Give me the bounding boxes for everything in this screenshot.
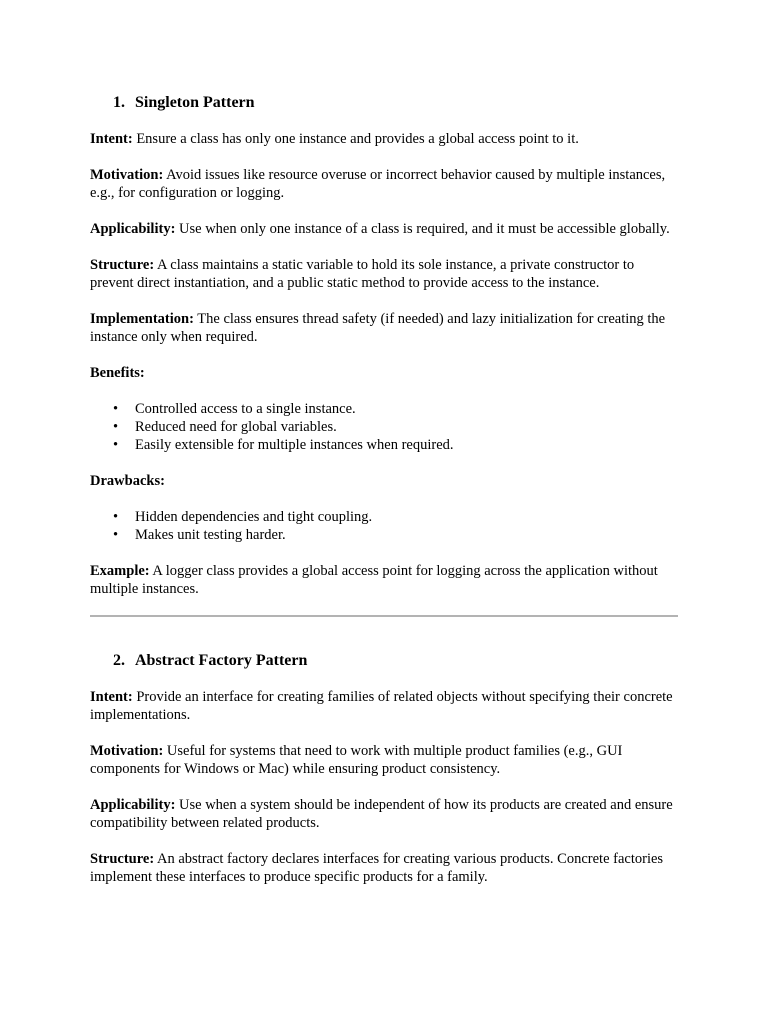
section-2-motivation <box>90 742 678 778</box>
section-1-example <box>90 562 678 598</box>
section-2-applicability <box>90 796 678 832</box>
structure-text: A class maintains a static variable to hold its sole instance, a private constructor to prevent direct instantiation, and a public static method to provide access to the instance. <box>90 257 635 291</box>
section-1-applicability <box>90 220 678 238</box>
section-1-intent <box>90 130 678 148</box>
section-1-structure <box>90 256 678 292</box>
benefits-label: Benefits: <box>90 365 145 381</box>
list-item: • Controlled access to a single instance. <box>135 400 678 418</box>
applicability-text: Use when a system should be independent of how its products are created and ensure compatibility between related products. <box>90 797 673 831</box>
section-1-benefits-heading <box>90 364 678 382</box>
applicability-label: Applicability: <box>90 221 176 237</box>
drawbacks-label: Drawbacks: <box>90 473 165 489</box>
implementation-text: The class ensures thread safety (if needed) and lazy initialization for creating the instance only when required. <box>90 311 666 345</box>
section-1-title: Singleton Pattern <box>135 94 255 111</box>
structure-label: Structure: <box>90 851 155 867</box>
motivation-text: Avoid issues like resource overuse or incorrect behavior caused by multiple instances, e.g., for configuration or logging. <box>90 167 666 201</box>
drawbacks-list <box>90 508 678 544</box>
section-2-intent <box>90 688 678 724</box>
implementation-label: Implementation: <box>90 311 194 327</box>
section-2-heading <box>90 651 678 671</box>
applicability-text: Use when only one instance of a class is required, and it must be accessible globally. <box>175 221 670 237</box>
intent-label: Intent: <box>90 131 133 147</box>
section-1-implementation <box>90 310 678 346</box>
section-1-heading <box>90 93 678 113</box>
section-2-structure <box>90 850 678 886</box>
benefits-list <box>90 400 678 454</box>
motivation-label: Motivation: <box>90 167 164 183</box>
intent-text: Provide an interface for creating families of related objects without specifying their concrete implementations. <box>90 689 673 723</box>
example-text: A logger class provides a global access point for logging across the application without multiple instances. <box>90 563 658 597</box>
list-item: • Makes unit testing harder. <box>135 526 678 544</box>
example-label: Example: <box>90 563 150 579</box>
list-item: • Easily extensible for multiple instances when required. <box>135 436 678 454</box>
list-item: • Hidden dependencies and tight coupling. <box>135 508 678 526</box>
list-item: • Reduced need for global variables. <box>135 418 678 436</box>
section-1-number: 1. <box>113 94 125 111</box>
section-1-drawbacks-heading <box>90 472 678 490</box>
intent-text: Ensure a class has only one instance and provides a global access point to it. <box>132 131 579 147</box>
section-2-number: 2. <box>113 652 125 669</box>
section-1-motivation <box>90 166 678 202</box>
structure-text: An abstract factory declares interfaces for creating various products. Concrete factories implement these interfaces to produce specific products for a family. <box>90 851 664 885</box>
applicability-label: Applicability: <box>90 797 176 813</box>
intent-label: Intent: <box>90 689 133 705</box>
structure-label: Structure: <box>90 257 155 273</box>
section-2-title: Abstract Factory Pattern <box>135 652 308 669</box>
motivation-text: Useful for systems that need to work with multiple product families (e.g., GUI components for Windows or Mac) while ensuring product consistency. <box>90 743 623 777</box>
motivation-label: Motivation: <box>90 743 164 759</box>
